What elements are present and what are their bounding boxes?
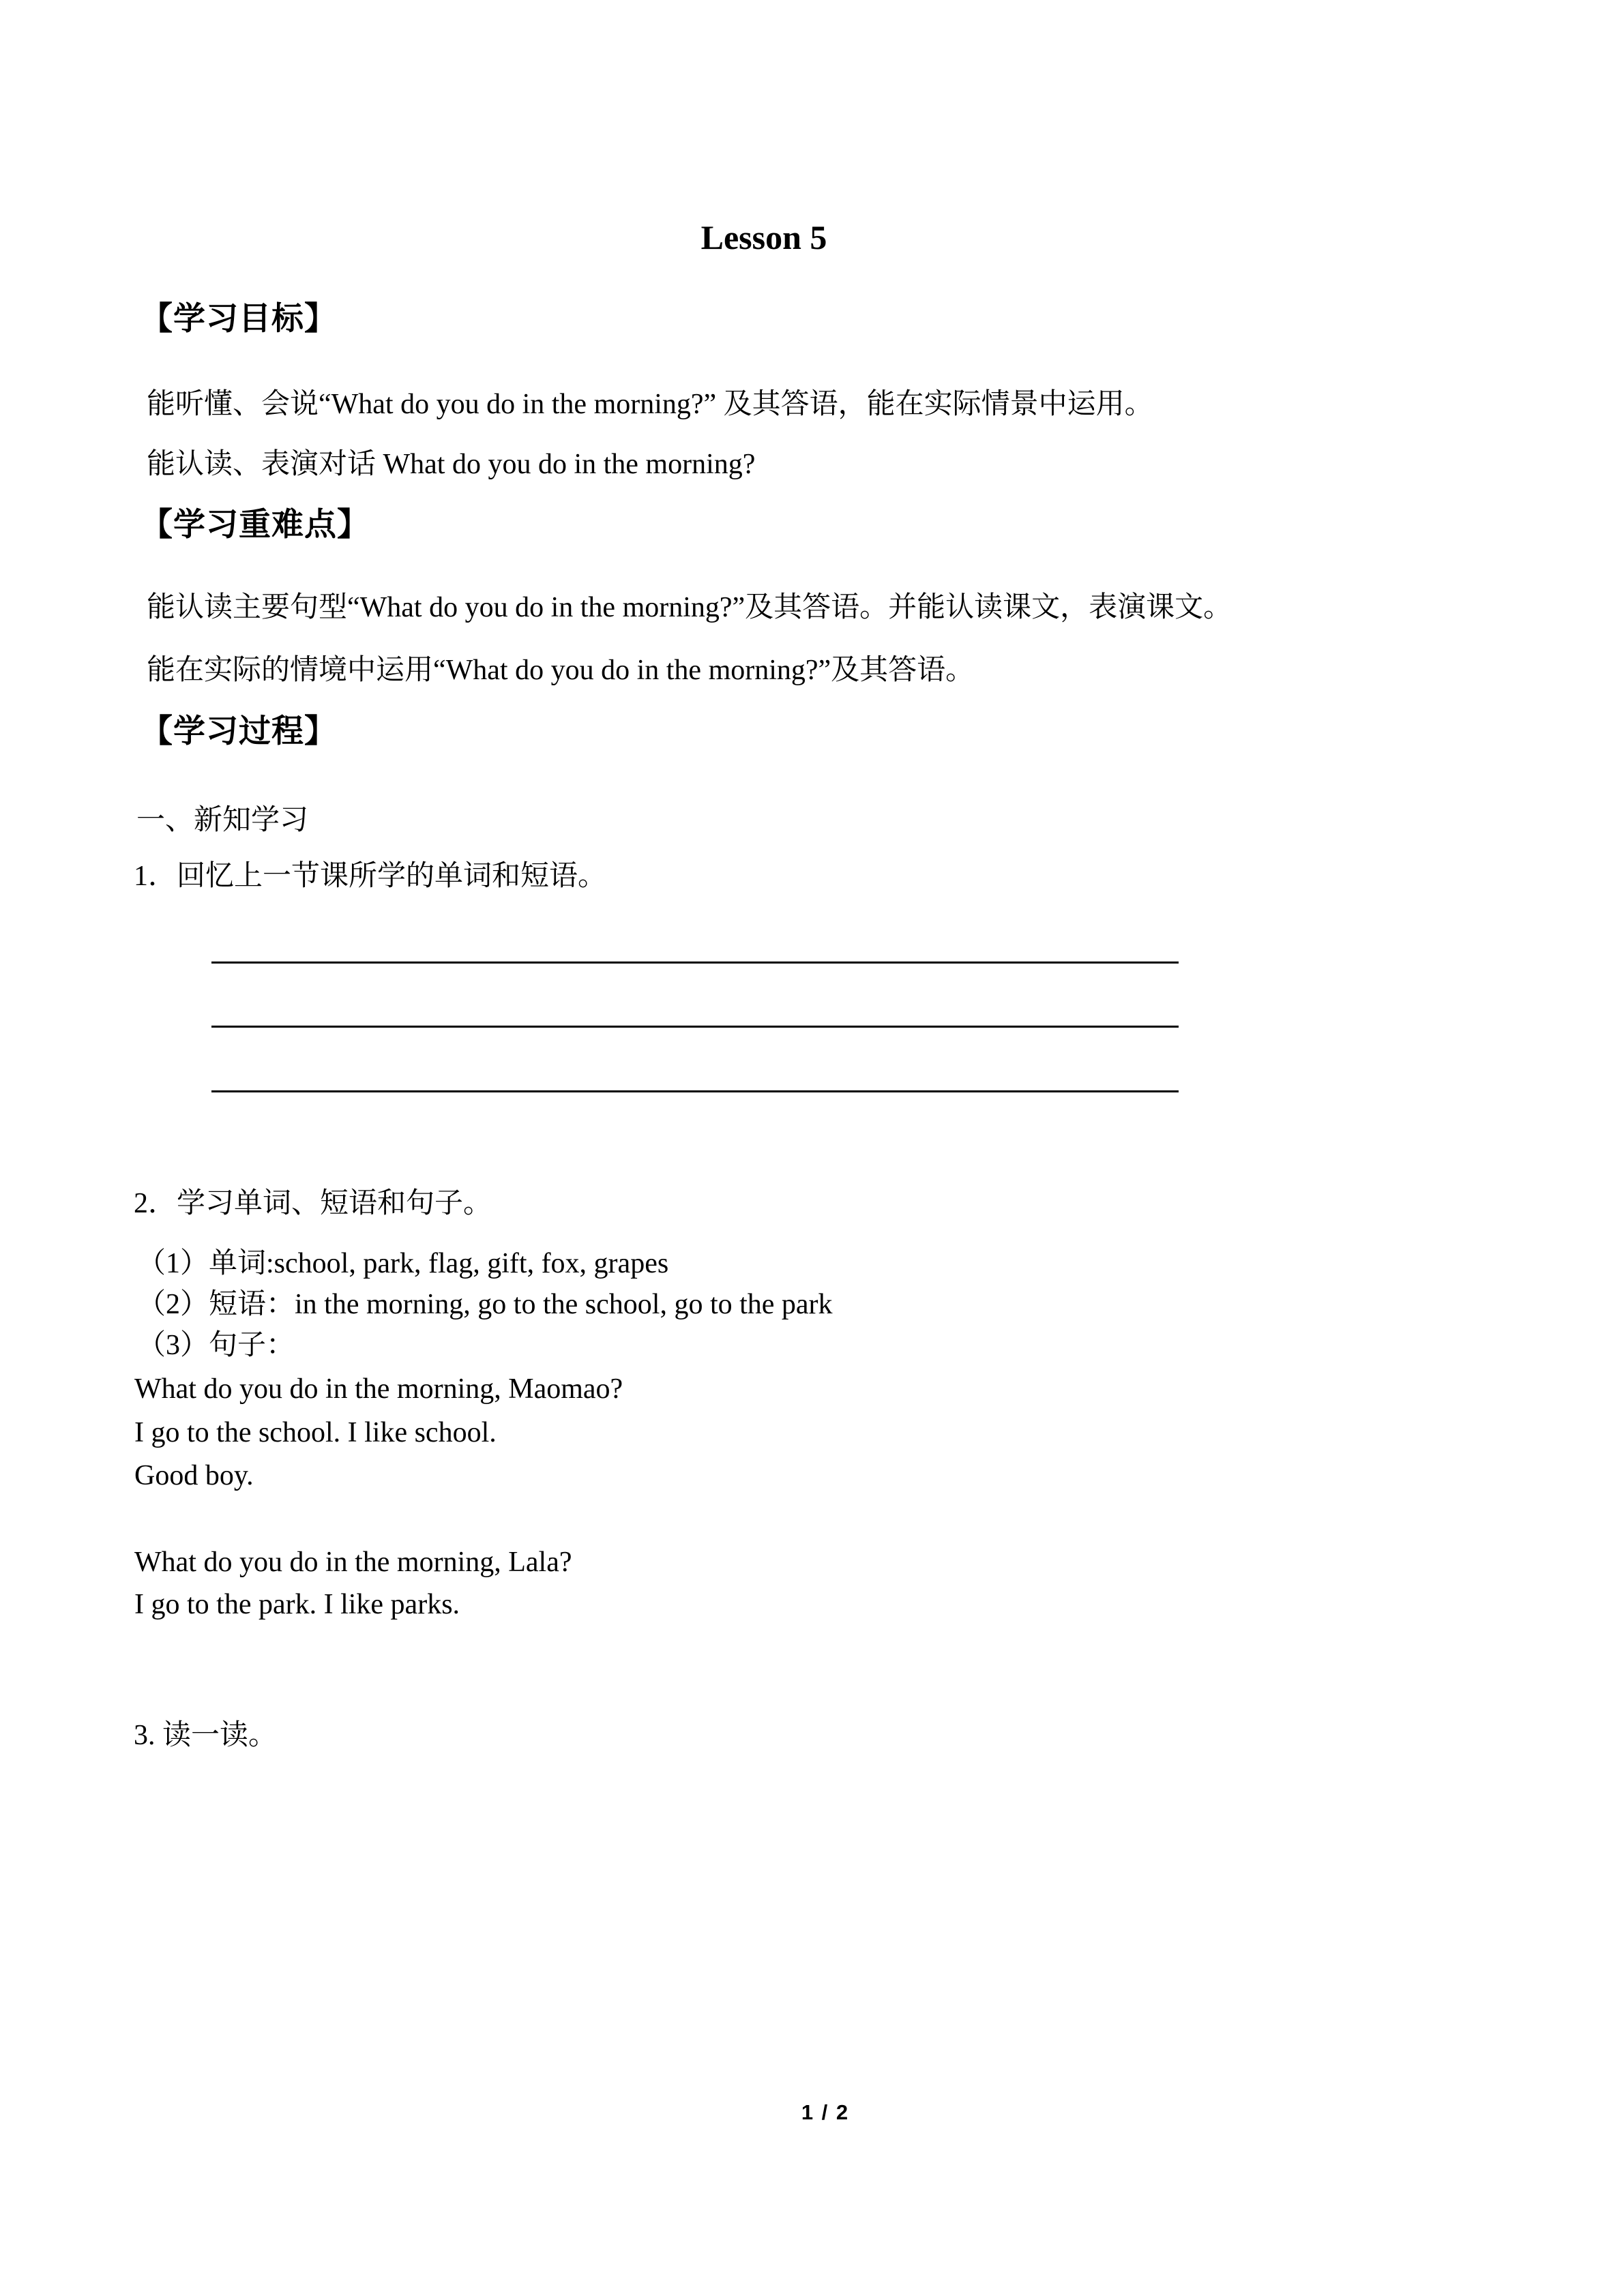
- answer-blank-line-1: [211, 961, 1179, 964]
- subitem-sentences: （3）句子：: [137, 1330, 295, 1361]
- process-task-3: 3. 读一读。: [134, 1720, 278, 1751]
- dialog1-line-3: Good boy.: [134, 1460, 254, 1491]
- key-points-line-2: 能在实际的情境中运用“What do you do in the morning?”及其答语。: [147, 655, 975, 686]
- page-title: Lesson 5: [700, 218, 827, 256]
- dialog2-line-2: I go to the park. I like parks.: [134, 1589, 460, 1620]
- section-heading-process: 【学习过程】: [141, 714, 337, 749]
- section-heading-objectives: 【学习目标】: [141, 301, 337, 337]
- section-heading-key-points: 【学习重难点】: [141, 507, 370, 543]
- page-number: 1 / 2: [801, 2100, 850, 2124]
- objectives-line-1: 能听懂、会说“What do you do in the morning?” 及其答语，能在实际情景中运用。: [147, 389, 1153, 420]
- process-task-2: 2．学习单词、短语和句子。: [134, 1188, 492, 1219]
- answer-blank-line-2: [211, 1026, 1179, 1028]
- dialog1-line-1: What do you do in the morning, Maomao?: [134, 1373, 623, 1405]
- subitem-phrases: （2）短语：in the morning, go to the school, go to the park: [137, 1289, 833, 1320]
- subitem-words: （1）单词:school, park, flag, gift, fox, grapes: [137, 1248, 669, 1279]
- process-task-1: 1．回忆上一节课所学的单词和短语。: [134, 861, 607, 892]
- objectives-line-2: 能认读、表演对话 What do you do in the morning?: [147, 449, 756, 480]
- dialog2-line-1: What do you do in the morning, Lala?: [134, 1547, 572, 1578]
- dialog1-line-2: I go to the school. I like school.: [134, 1417, 497, 1448]
- key-points-line-1: 能认读主要句型“What do you do in the morning?”及其答语。并能认读课文，表演课文。: [147, 592, 1232, 623]
- process-part-title: 一、新知学习: [136, 805, 309, 836]
- answer-blank-line-3: [211, 1090, 1179, 1092]
